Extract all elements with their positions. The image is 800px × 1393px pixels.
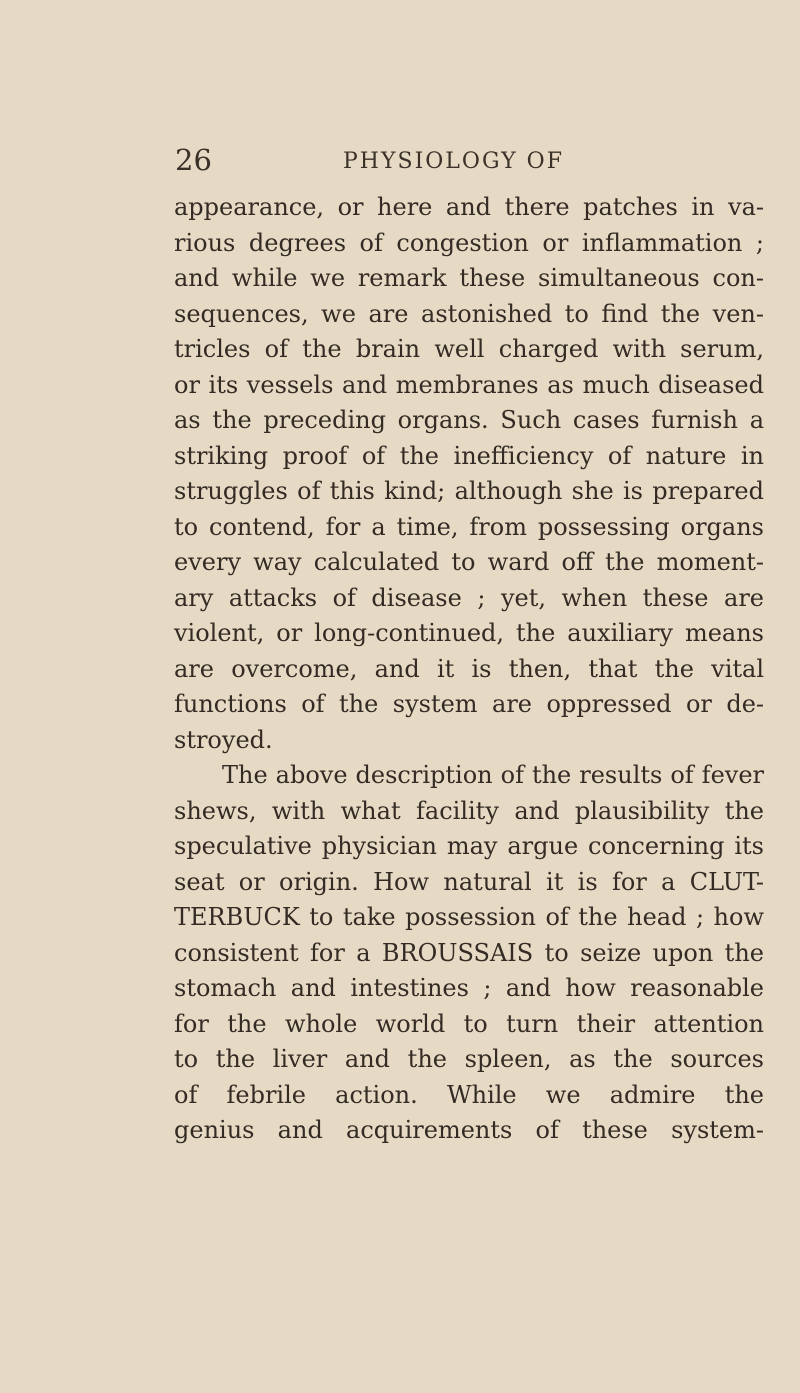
text-line: genius and acquirements of these system- — [174, 1116, 764, 1144]
text-line: stroyed. — [174, 725, 273, 754]
text-line: appearance, or here and there patches in va- — [174, 193, 764, 221]
text-line: to contend, for a time, from possessing organs — [174, 512, 764, 541]
text-line: TERBUCK to take possession of the head ; how — [174, 903, 764, 931]
page-number: 26 — [175, 143, 212, 177]
text-line: tricles of the brain well charged with serum, — [174, 335, 764, 363]
body-text — [174, 190, 764, 1149]
text-line: to the liver and the spleen, as the sources — [174, 1045, 764, 1073]
text-line: consistent for a BROUSSAIS to seize upon the — [174, 938, 764, 967]
text-line: are overcome, and it is then, that the vital — [174, 654, 764, 683]
running-title: PHYSIOLOGY OF — [343, 149, 564, 174]
text-line: functions of the system are oppressed or de- — [174, 690, 764, 718]
text-line: sequences, we are astonished to find the ven- — [174, 299, 764, 328]
text-line: every way calculated to ward off the moment- — [174, 548, 764, 576]
text-line: or its vessels and membranes as much diseased — [174, 370, 764, 399]
text-line: speculative physician may argue concerning its — [174, 832, 764, 860]
text-line: and while we remark these simultaneous con- — [174, 264, 764, 292]
text-line: of febrile action. While we admire the — [174, 1080, 764, 1109]
text-line: stomach and intestines ; and how reasonable — [174, 974, 764, 1002]
text-line: rious degrees of congestion or inflammation ; — [174, 228, 764, 257]
text-line: as the preceding organs. Such cases furnish a — [174, 406, 764, 434]
text-line: violent, or long-continued, the auxiliary means — [174, 619, 764, 647]
text-line: shews, with what facility and plausibility the — [174, 796, 764, 825]
text-line: The above description of the results of fever — [222, 761, 764, 789]
text-line: seat or origin. How natural it is for a CLUT- — [174, 867, 764, 896]
text-line: ary attacks of disease ; yet, when these are — [174, 583, 764, 612]
text-line: struggles of this kind; although she is prepared — [174, 477, 764, 505]
text-line: for the whole world to turn their attention — [174, 1009, 764, 1038]
running-head — [0, 140, 800, 188]
text-line: striking proof of the inefficiency of nature in — [174, 441, 764, 470]
